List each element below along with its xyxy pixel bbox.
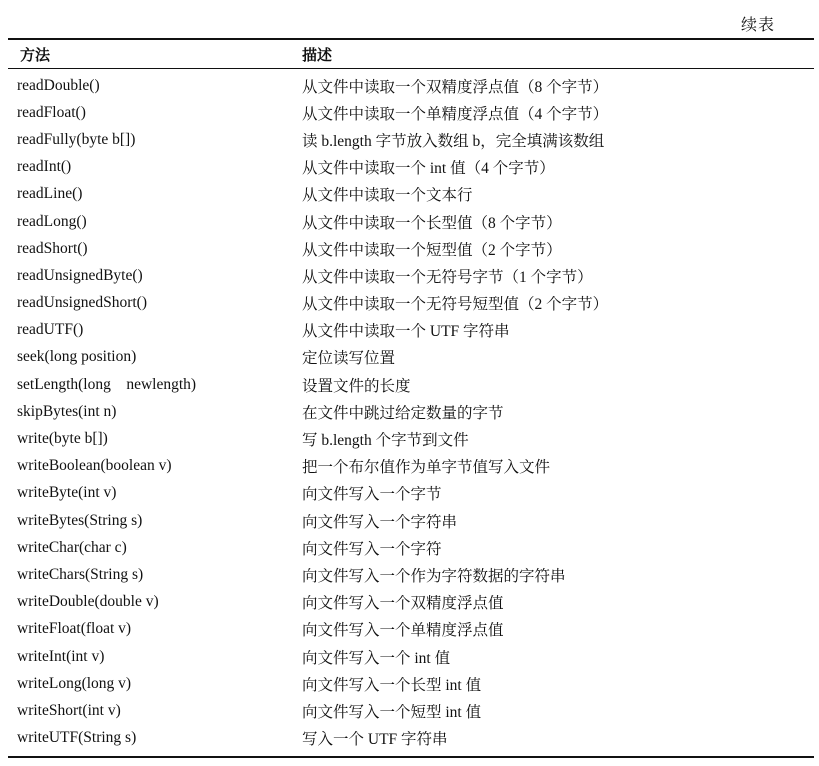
table-row: [8, 425, 814, 452]
method-cell: readShort(): [17, 239, 88, 257]
method-table: [8, 38, 814, 758]
method-cell: writeShort(int v): [17, 701, 121, 719]
description-cell: 向文件写入一个单精度浮点值: [302, 622, 504, 640]
table-row: [8, 371, 814, 398]
description-cell: 写入一个 UTF 字符串: [302, 731, 448, 749]
description-cell: 向文件写入一个长型 int 值: [302, 676, 482, 694]
description-cell: 从文件中读取一个 int 值（4 个字节）: [302, 160, 555, 178]
method-cell: seek(long position): [17, 348, 137, 366]
method-cell: writeBoolean(boolean v): [17, 457, 172, 475]
description-cell: 读 b.length 字节放入数组 b，完全填满该数组: [302, 132, 605, 150]
method-cell: writeUTF(String s): [17, 729, 137, 747]
table-row: [8, 398, 814, 425]
table-body: [8, 69, 814, 756]
description-cell: 从文件中读取一个单精度浮点值（4 个字节）: [302, 105, 609, 123]
table-row: [8, 72, 814, 99]
description-cell: 向文件写入一个字节: [302, 486, 442, 504]
description-cell: 从文件中读取一个长型值（8 个字节）: [302, 214, 562, 232]
description-cell: 向文件写入一个短型 int 值: [302, 703, 482, 721]
description-cell: 写 b.length 个字节到文件: [302, 432, 469, 450]
method-cell: readLine(): [17, 185, 83, 203]
method-cell: readUnsignedShort(): [17, 294, 147, 312]
method-cell: writeChars(String s): [17, 565, 144, 583]
table-row: [8, 589, 814, 616]
method-cell: readDouble(): [17, 76, 100, 94]
method-cell: writeLong(long v): [17, 674, 132, 692]
table-row: [8, 290, 814, 317]
table-header: [8, 40, 814, 68]
description-cell: 定位读写位置: [302, 350, 396, 368]
header-description: 描述: [302, 45, 333, 64]
table-row: [8, 317, 814, 344]
description-cell: 向文件写入一个字符串: [302, 513, 458, 531]
method-cell: readFully(byte b[]): [17, 130, 136, 148]
description-cell: 向文件写入一个字符: [302, 540, 442, 558]
table-row: [8, 697, 814, 724]
table-row: [8, 126, 814, 153]
table-bottom-rule: [8, 756, 814, 758]
header-method: 方法: [20, 45, 51, 64]
method-cell: skipBytes(int n): [17, 402, 117, 420]
table-row: [8, 480, 814, 507]
method-cell: writeDouble(double v): [17, 593, 159, 611]
description-cell: 从文件中读取一个短型值（2 个字节）: [302, 241, 562, 259]
table-row: [8, 507, 814, 534]
method-cell: readUnsignedByte(): [17, 266, 143, 284]
method-cell: write(byte b[]): [17, 430, 108, 448]
method-cell: readLong(): [17, 212, 87, 230]
method-cell: writeByte(int v): [17, 484, 117, 502]
description-cell: 向文件写入一个双精度浮点值: [302, 595, 504, 613]
continued-label: 续表: [740, 17, 775, 34]
table-row: [8, 99, 814, 126]
description-cell: 设置文件的长度: [302, 377, 411, 395]
description-cell: 从文件中读取一个双精度浮点值（8 个字节）: [302, 78, 609, 96]
description-cell: 从文件中读取一个 UTF 字符串: [302, 323, 510, 341]
table-row: [8, 344, 814, 371]
table-row: [8, 453, 814, 480]
description-cell: 在文件中跳过给定数量的字节: [302, 404, 504, 422]
method-cell: readUTF(): [17, 321, 84, 339]
table-row: [8, 616, 814, 643]
description-cell: 从文件中读取一个文本行: [302, 187, 473, 205]
method-cell: writeFloat(float v): [17, 620, 132, 638]
table-row: [8, 534, 814, 561]
table-row: [8, 262, 814, 289]
method-cell: writeChar(char c): [17, 538, 127, 556]
description-cell: 从文件中读取一个无符号短型值（2 个字节）: [302, 296, 609, 314]
method-cell: readInt(): [17, 158, 72, 176]
method-cell: setLength(long newlength): [17, 375, 197, 393]
table-row: [8, 561, 814, 588]
table-row: [8, 670, 814, 697]
method-cell: writeInt(int v): [17, 647, 105, 665]
description-cell: 向文件写入一个作为字符数据的字符串: [302, 567, 566, 585]
table-row: [8, 725, 814, 752]
description-cell: 从文件中读取一个无符号字节（1 个字节）: [302, 268, 593, 286]
table-row: [8, 235, 814, 262]
table-row: [8, 181, 814, 208]
table-row: [8, 154, 814, 181]
table-row: [8, 208, 814, 235]
method-cell: readFloat(): [17, 103, 86, 121]
description-cell: 向文件写入一个 int 值: [302, 649, 451, 667]
method-cell: writeBytes(String s): [17, 511, 143, 529]
description-cell: 把一个布尔值作为单字节值写入文件: [302, 459, 551, 477]
table-row: [8, 643, 814, 670]
